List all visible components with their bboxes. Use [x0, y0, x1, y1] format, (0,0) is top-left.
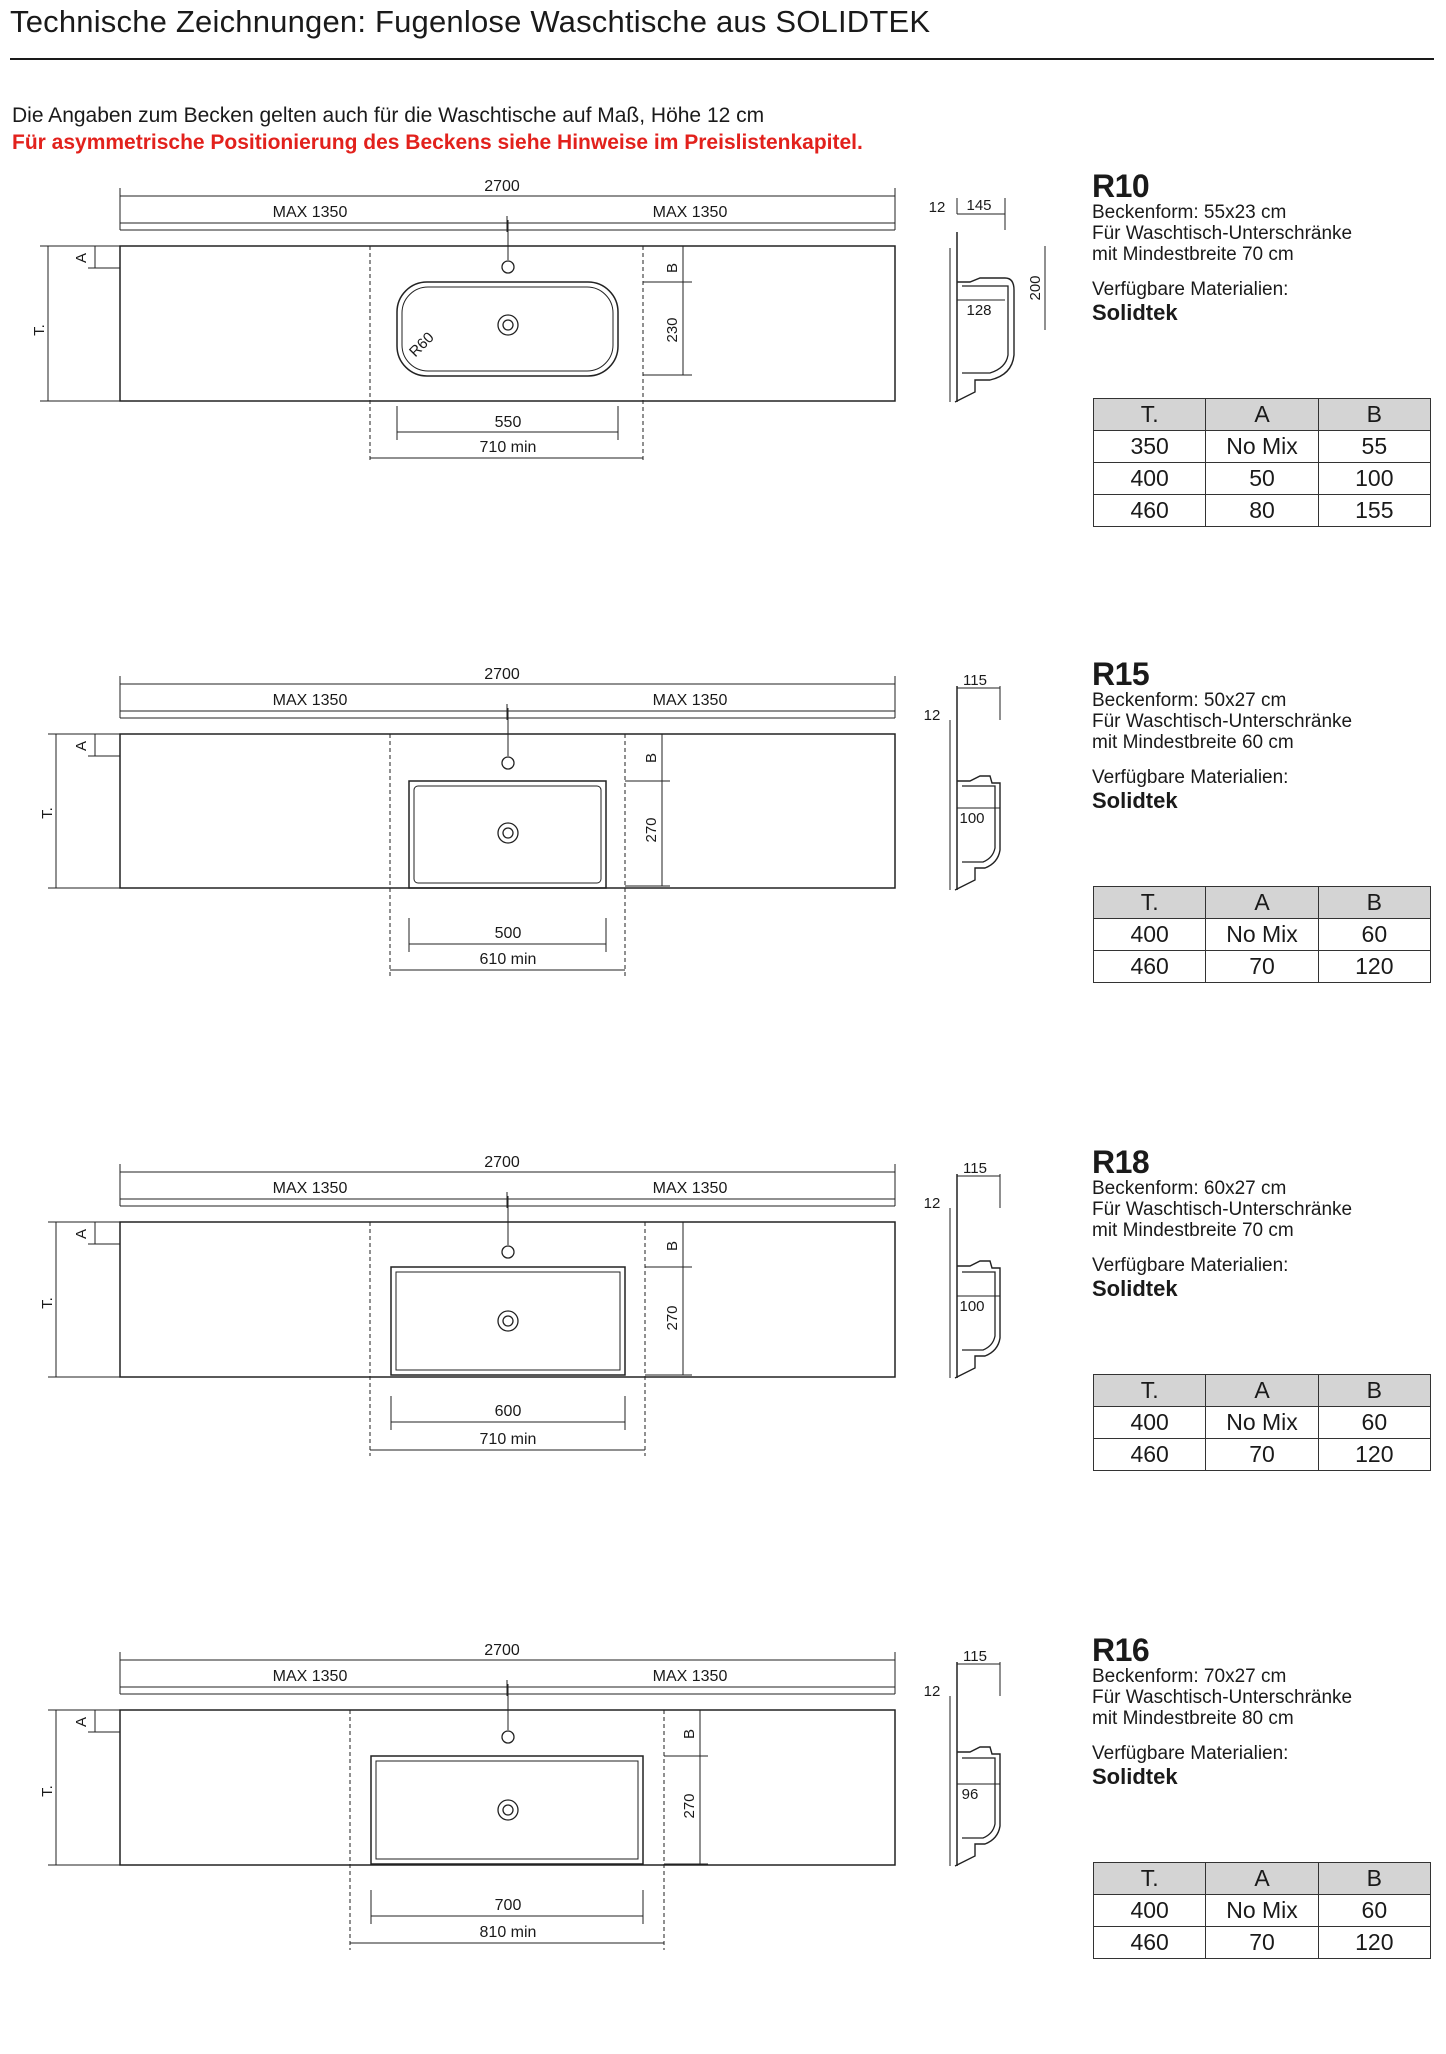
dim-basin-depth: 270 — [681, 1793, 698, 1819]
table-row — [1094, 1927, 1431, 1959]
info-r16 — [1092, 1634, 1352, 1787]
dim-basin-width: 500 — [494, 925, 522, 942]
dim-total-width: 2700 — [484, 666, 520, 683]
side-width: 115 — [963, 1160, 987, 1177]
cabinet-line2: mit Mindestbreite 70 cm — [1092, 1220, 1294, 1241]
drawing-r15 — [0, 658, 1060, 1078]
page-title: Technische Zeichnungen: Fugenlose Waschtische aus SOLIDTEK — [10, 4, 931, 39]
model-code: R15 — [1092, 656, 1150, 692]
table-row — [1094, 951, 1431, 983]
dim-max-right: MAX 1350 — [652, 1668, 728, 1685]
title-rule — [10, 58, 1434, 60]
table-row — [1094, 1407, 1431, 1439]
model-code: R10 — [1092, 168, 1150, 204]
label-t: T. — [39, 807, 56, 819]
dim-max-right: MAX 1350 — [652, 1180, 728, 1197]
model-code: R16 — [1092, 1632, 1150, 1668]
table-header-t: T. — [1094, 1375, 1206, 1407]
table-cell: 460 — [1094, 1927, 1206, 1959]
label-a: A — [73, 252, 90, 264]
dims-table-r15 — [1093, 886, 1431, 983]
material-name: Solidtek — [1092, 1276, 1178, 1301]
side-inner: 128 — [966, 302, 992, 319]
table-cell: 460 — [1094, 1439, 1206, 1471]
table-cell: 60 — [1318, 1895, 1430, 1927]
info-r18 — [1092, 1146, 1352, 1299]
table-cell: No Mix — [1206, 1895, 1318, 1927]
table-header-row — [1094, 1375, 1431, 1407]
materials-label: Verfügbare Materialien: — [1092, 1255, 1289, 1276]
table-row — [1094, 495, 1431, 527]
side-thickness: 12 — [923, 707, 941, 724]
dim-max-left: MAX 1350 — [272, 692, 348, 709]
table-cell: 400 — [1094, 919, 1206, 951]
dim-max-left: MAX 1350 — [272, 1180, 348, 1197]
drawing-r18 — [0, 1146, 1060, 1566]
dims-table-r18 — [1093, 1374, 1431, 1471]
table-cell: No Mix — [1206, 919, 1318, 951]
section-r15 — [0, 658, 1446, 1078]
table-header-b: B — [1318, 1863, 1430, 1895]
intro-text — [12, 102, 863, 156]
materials-label: Verfügbare Materialien: — [1092, 279, 1289, 300]
basin-shape: Beckenform: 55x23 cm — [1092, 202, 1287, 223]
basin-shape: Beckenform: 70x27 cm — [1092, 1666, 1287, 1687]
side-thickness: 12 — [928, 199, 946, 216]
label-t: T. — [31, 324, 48, 336]
table-header-row — [1094, 887, 1431, 919]
label-b: B — [681, 1728, 698, 1740]
table-cell: 120 — [1318, 951, 1430, 983]
table-header-b: B — [1318, 887, 1430, 919]
info-r15 — [1092, 658, 1352, 811]
dim-total-width: 2700 — [484, 1154, 520, 1171]
table-cell: 460 — [1094, 495, 1206, 527]
cabinet-line2: mit Mindestbreite 80 cm — [1092, 1708, 1294, 1729]
side-width: 145 — [966, 197, 992, 214]
table-header-row — [1094, 399, 1431, 431]
dim-min-width: 810 min — [479, 1924, 537, 1941]
table-header-b: B — [1318, 399, 1430, 431]
dims-table-r10 — [1093, 398, 1431, 527]
basin-shape: Beckenform: 50x27 cm — [1092, 690, 1287, 711]
dim-total-width: 2700 — [484, 1642, 520, 1659]
material-name: Solidtek — [1092, 788, 1178, 813]
cabinet-line1: Für Waschtisch-Unterschränke — [1092, 1199, 1353, 1220]
basin-shape: Beckenform: 60x27 cm — [1092, 1178, 1287, 1199]
side-width: 115 — [963, 672, 987, 689]
table-cell: 70 — [1206, 951, 1318, 983]
table-cell: 400 — [1094, 463, 1206, 495]
dim-min-width: 610 min — [479, 951, 537, 968]
materials-label: Verfügbare Materialien: — [1092, 1743, 1289, 1764]
table-row — [1094, 919, 1431, 951]
table-header-a: A — [1206, 1375, 1318, 1407]
dim-max-left: MAX 1350 — [272, 1668, 348, 1685]
table-header-a: A — [1206, 399, 1318, 431]
material-name: Solidtek — [1092, 1764, 1178, 1789]
table-row — [1094, 463, 1431, 495]
table-header-t: T. — [1094, 1863, 1206, 1895]
dim-max-right: MAX 1350 — [652, 692, 728, 709]
label-a: A — [73, 1716, 90, 1728]
table-cell: 70 — [1206, 1439, 1318, 1471]
side-inner: 100 — [959, 810, 985, 827]
table-cell: 60 — [1318, 919, 1430, 951]
section-r16 — [0, 1634, 1446, 2054]
dim-basin-width: 550 — [494, 414, 522, 431]
intro-red-note: Für asymmetrische Positionierung des Beckens siehe Hinweise im Preislistenkapitel. — [12, 131, 863, 154]
cabinet-line2: mit Mindestbreite 60 cm — [1092, 732, 1294, 753]
table-header-a: A — [1206, 887, 1318, 919]
table-cell: 400 — [1094, 1895, 1206, 1927]
label-b: B — [664, 262, 681, 274]
table-header-a: A — [1206, 1863, 1318, 1895]
table-cell: 120 — [1318, 1439, 1430, 1471]
table-cell: 460 — [1094, 951, 1206, 983]
dim-basin-depth: 270 — [643, 817, 660, 843]
dim-min-width: 710 min — [479, 1431, 537, 1448]
table-row — [1094, 431, 1431, 463]
table-cell: 350 — [1094, 431, 1206, 463]
dim-basin-depth: 230 — [664, 317, 681, 343]
dim-total-width: 2700 — [484, 178, 520, 195]
label-a: A — [73, 1228, 90, 1240]
section-r18 — [0, 1146, 1446, 1566]
table-header-t: T. — [1094, 399, 1206, 431]
model-code: R18 — [1092, 1144, 1150, 1180]
side-inner: 100 — [959, 1298, 985, 1315]
table-cell: 120 — [1318, 1927, 1430, 1959]
table-cell: 100 — [1318, 463, 1430, 495]
side-thickness: 12 — [923, 1683, 941, 1700]
intro-line: Die Angaben zum Becken gelten auch für die Waschtische auf Maß, Höhe 12 cm — [12, 104, 765, 127]
table-cell: 155 — [1318, 495, 1430, 527]
info-r10 — [1092, 170, 1352, 323]
table-row — [1094, 1439, 1431, 1471]
dim-max-right: MAX 1350 — [652, 204, 728, 221]
label-t: T. — [39, 1785, 56, 1797]
drawing-r16 — [0, 1634, 1060, 2054]
dims-table-r16 — [1093, 1862, 1431, 1959]
side-inner: 96 — [961, 1786, 979, 1803]
cabinet-line2: mit Mindestbreite 70 cm — [1092, 244, 1294, 265]
dim-basin-depth: 270 — [664, 1305, 681, 1331]
table-header-b: B — [1318, 1375, 1430, 1407]
materials-label: Verfügbare Materialien: — [1092, 767, 1289, 788]
drawing-r10 — [0, 170, 1060, 590]
dim-basin-width: 600 — [494, 1403, 522, 1420]
table-cell: 60 — [1318, 1407, 1430, 1439]
cabinet-line1: Für Waschtisch-Unterschränke — [1092, 1687, 1353, 1708]
table-cell: 400 — [1094, 1407, 1206, 1439]
side-thickness: 12 — [923, 1195, 941, 1212]
table-cell: 50 — [1206, 463, 1318, 495]
table-cell: 55 — [1318, 431, 1430, 463]
side-width: 115 — [963, 1648, 987, 1665]
label-b: B — [643, 752, 660, 764]
dim-radius: R60 — [406, 329, 438, 361]
label-a: A — [73, 740, 90, 752]
dim-basin-width: 700 — [494, 1897, 522, 1914]
cabinet-line1: Für Waschtisch-Unterschränke — [1092, 223, 1353, 244]
label-t: T. — [39, 1297, 56, 1309]
section-r10 — [0, 170, 1446, 590]
table-cell: 80 — [1206, 495, 1318, 527]
side-height: 200 — [1027, 275, 1044, 301]
dim-max-left: MAX 1350 — [272, 204, 348, 221]
label-b: B — [664, 1240, 681, 1252]
material-name: Solidtek — [1092, 300, 1178, 325]
table-row — [1094, 1895, 1431, 1927]
table-cell: No Mix — [1206, 431, 1318, 463]
table-cell: No Mix — [1206, 1407, 1318, 1439]
dim-min-width: 710 min — [479, 439, 537, 456]
table-header-t: T. — [1094, 887, 1206, 919]
cabinet-line1: Für Waschtisch-Unterschränke — [1092, 711, 1353, 732]
table-header-row — [1094, 1863, 1431, 1895]
table-cell: 70 — [1206, 1927, 1318, 1959]
